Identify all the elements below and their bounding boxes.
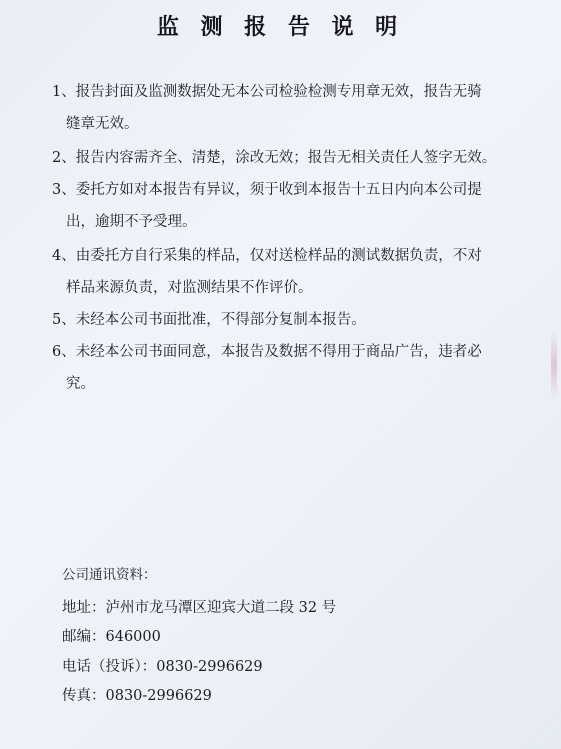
note-item-6-line-1: 6、未经本公司书面同意，本报告及数据不得用于商品广告，违者必 [52, 344, 482, 360]
contact-heading: 公司通讯资料： [62, 567, 157, 583]
note-item-6-line-2: 究。 [66, 376, 95, 392]
seal-edge-mark [551, 330, 557, 400]
note-item-2 [52, 142, 502, 174]
page-title: 监 测 报 告 说 明 [156, 14, 405, 40]
note-item-4 [52, 240, 502, 304]
note-item-1-line-2: 缝章无效。 [66, 116, 139, 132]
contact-address: 地址：泸州市龙马潭区迎宾大道二段 32 号 [62, 600, 337, 616]
contact-phone: 电话（投诉）：0830-2996629 [62, 659, 263, 675]
contact-postcode: 邮编：646000 [62, 629, 161, 645]
contact-fax: 传真：0830-2996629 [62, 688, 212, 704]
note-item-4-line-2: 样品来源负责，对监测结果不作评价。 [66, 280, 313, 296]
note-item-1 [52, 76, 502, 140]
note-item-3-line-1: 3、委托方如对本报告有异议，须于收到本报告十五日内向本公司提 [52, 182, 482, 198]
note-item-5-line-1: 5、未经本公司书面批准，不得部分复制本报告。 [52, 312, 366, 328]
note-item-6 [52, 336, 502, 400]
note-item-5 [52, 304, 502, 336]
note-item-1-line-1: 1、报告封面及监测数据处无本公司检验检测专用章无效，报告无骑 [52, 84, 482, 100]
note-item-2-line-1: 2、报告内容需齐全、清楚，涂改无效；报告无相关责任人签字无效。 [52, 150, 497, 166]
note-item-4-line-1: 4、由委托方自行采集的样品，仅对送检样品的测试数据负责，不对 [52, 248, 482, 264]
note-item-3 [52, 174, 502, 238]
note-item-3-line-2: 出，逾期不予受理。 [66, 214, 197, 230]
